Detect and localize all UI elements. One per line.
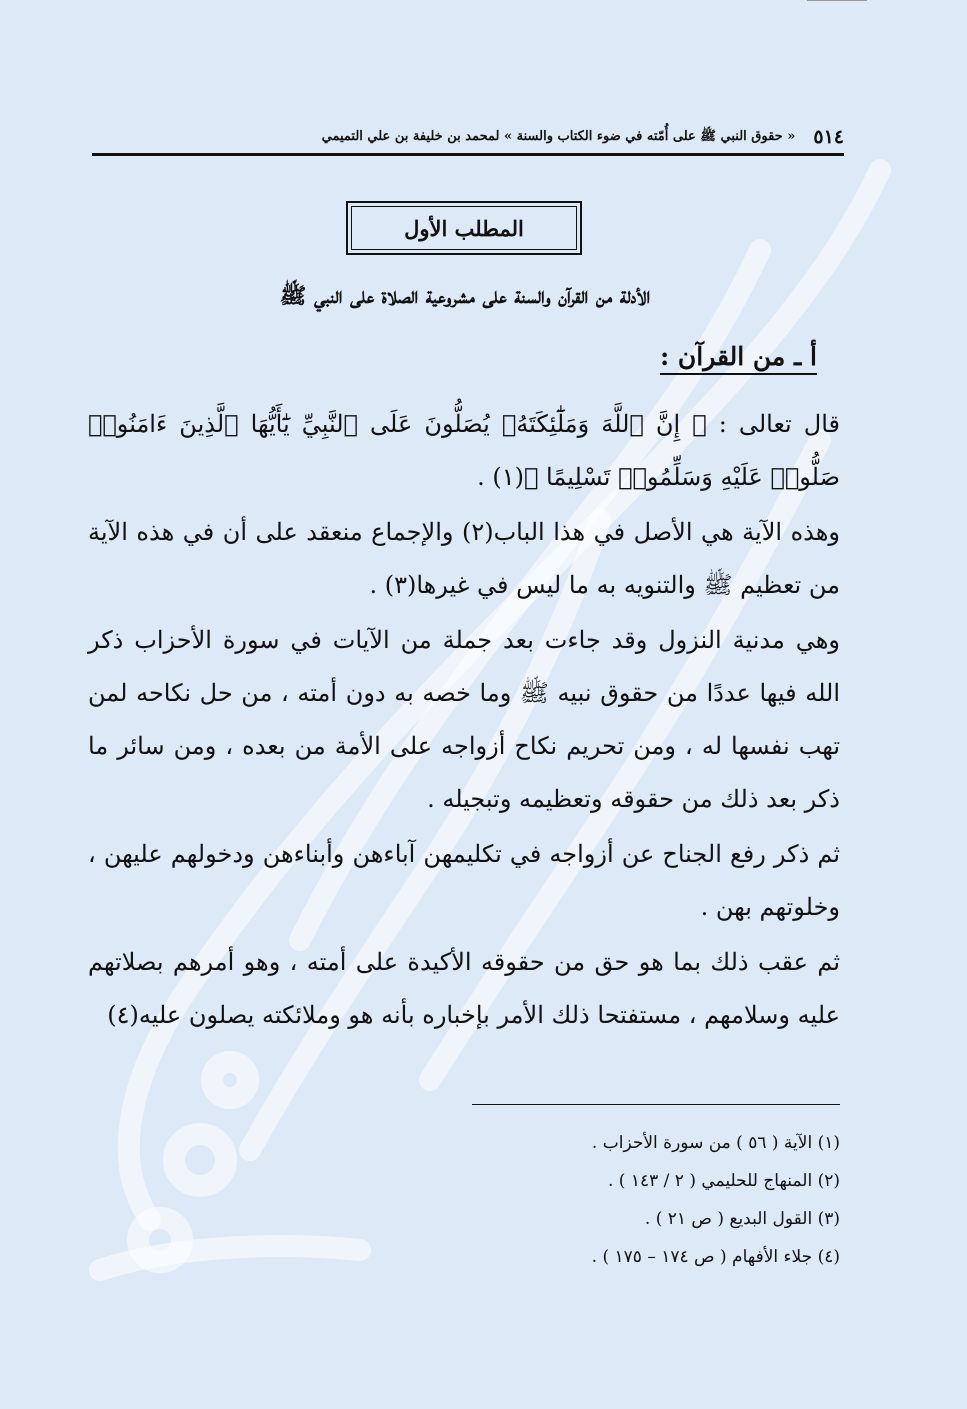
footnote-item: (١) الآية ( ٥٦ ) من سورة الأحزاب .: [591, 1133, 840, 1153]
paragraph: قال تعالى : ﴿ إِنَّ ٱللَّهَ وَمَلَٰٓئِكَتَهُۥ يُصَلُّونَ عَلَى ٱلنَّبِيِّ يَٰٓأَيُّهَا ٱلَّذِينَ ءَامَنُوا۟ صَلُّوا۟ عَلَيْهِ وَسَلِّمُوا۟ تَسْلِيمًا ﴾(١) .: [88, 410, 840, 491]
paragraph: ثم ذكر رفع الجناح عن أزواجه في تكليمهن آباءهن وأبناءهن ودخولهم عليهن ، وخلوتهم بهن .: [88, 840, 840, 921]
paragraph: وهذه الآية هي الأصل في هذا الباب(٢) والإجماع منعقد على أن في هذه الآية من تعظيم ﷺ والتنويه به ما ليس في غيرها(٣) .: [88, 518, 840, 599]
paragraph: ثم عقب ذلك بما هو حق من حقوقه الأكيدة على أمته ، وهو أمرهم بصلاتهم عليه وسلامهم ، مستفتحا ذلك الأمر بإخباره بأنه هو وملائكته يصلون عليه(٤): [88, 948, 841, 1029]
footnote-item: (٢) المنهاج للحليمي ( ٢ / ١٤٣ ) .: [608, 1171, 840, 1191]
section-title-box: [346, 201, 582, 255]
footnote-item: (٤) جلاء الأفهام ( ص ١٧٤ – ١٧٥ ) .: [591, 1247, 840, 1267]
footnote-item: (٣) القول البديع ( ص ٢١ ) .: [644, 1209, 840, 1229]
subheading-quran: أ ـ من القرآن :: [660, 342, 817, 375]
header-rule: [92, 153, 844, 156]
paragraph: وهي مدنية النزول وقد جاءت بعد جملة من الآيات في سورة الأحزاب ذكر الله فيها عددًا من حقوق نبيه ﷺ وما خصه به دون أمته ، من حل نكاحه لمن تهب نفسها له ، ومن تحريم نكاح أزواجه على الأمة من بعده ، ومن سائر ما ذكر بعد ذلك من حقوقه وتعظيمه وتبجيله .: [88, 626, 840, 813]
body-text: [88, 398, 840, 1044]
section-subtitle: الأدلة من القرآن والسنة على مشروعية الصلاة على النبي ﷺ: [279, 283, 651, 309]
page-number: ٥١٤: [813, 126, 844, 148]
section-title: المطلب الأول: [351, 206, 577, 250]
running-title: « حقوق النبي ﷺ على أُمّته في ضوء الكتاب والسنة » لمحمد بن خليفة بن علي التميمي: [321, 128, 796, 144]
footnote-rule: [472, 1104, 840, 1105]
page-header: [92, 122, 844, 152]
scan-mark: [807, 0, 867, 1]
footnotes: [300, 1124, 840, 1276]
